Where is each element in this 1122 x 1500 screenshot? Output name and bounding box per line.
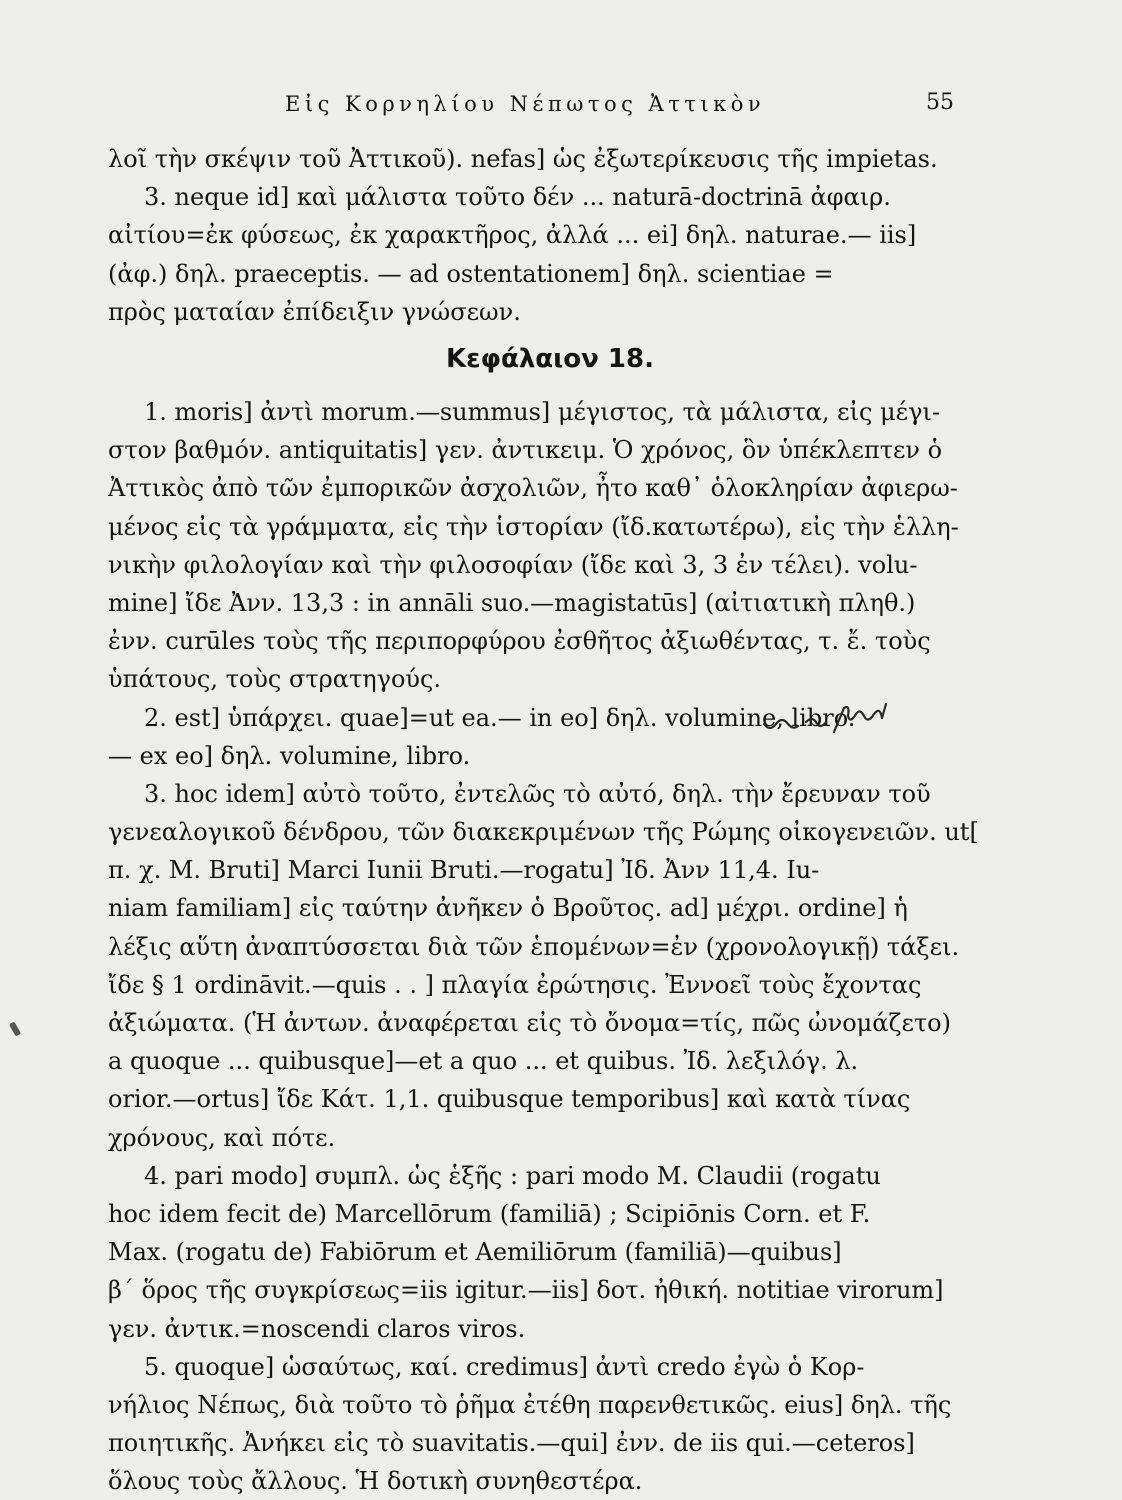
text-line: νήλιος Νέπως, διὰ τοῦτο τὸ ῥῆμα ἐτέθη παρενθετικῶς. eius] δηλ. τῆς <box>108 1390 952 1419</box>
text-line: ἐνν. curūles τοὺς τῆς περιπορφύρου ἐσθῆτος ἀξιωθέντας, τ. ἔ. τοὺς <box>108 627 931 656</box>
text-line: ὑπάτους, τοὺς στρατηγούς. <box>108 665 442 694</box>
text-line: ἴδε § 1 ordināvit.—quis . . ] πλαγία ἐρώτησις. Ἐννοεῖ τοὺς ἔχοντας <box>108 970 922 999</box>
margin-mark <box>9 1021 21 1036</box>
text-line: μένος εἰς τὰ γράμματα, εἰς τὴν ἱστορίαν (ἴδ.κατωτέρω), εἰς τὴν ἑλλη- <box>108 512 959 541</box>
text-line: 4. pari modo] συμπλ. ὡς ἑξῆς : pari modo M. Claudii (rogatu <box>144 1161 881 1190</box>
text-line: νικὴν φιλολογίαν καὶ τὴν φιλοσοφίαν (ἴδε καὶ 3, 3 ἐν τέλει). volu- <box>108 550 918 579</box>
text-line: χρόνους, καὶ πότε. <box>108 1123 336 1152</box>
page-number: 55 <box>926 90 954 115</box>
commentary-chapter-18 <box>108 393 992 1500</box>
text-line: 1. moris] ἀντὶ morum.—summus] μέγιστος, τὰ μάλιστα, εἰς μέγι- <box>144 398 940 426</box>
commentary-top <box>108 140 992 387</box>
text-line: mine] ἴδε Ἀνν. 13,3 : in annāli suo.—magistatūs] (αἰτιατικὴ πληθ.) <box>108 588 916 617</box>
handwritten-annotation <box>762 702 942 742</box>
text-line: ὅλους τοὺς ἄλλους. Ἡ δοτικὴ συνηθεστέρα. <box>108 1467 643 1496</box>
text-line: στον βαθμόν. antiquitatis] γεν. ἀντικειμ. Ὁ χρόνος, ὃν ὑπέκλεπτεν ὁ <box>108 436 943 465</box>
text-line: λοῖ τὴν σκέψιν τοῦ Ἀττικοῦ). nefas] ὡς ἐξωτερίκευσις τῆς impietas. <box>108 145 938 173</box>
text-line: Max. (rogatu de) Fabiōrum et Aemiliōrum (familiā)—quibus] <box>108 1238 842 1267</box>
text-line: 5. quoque] ὡσαύτως, καί. credimus] ἀντὶ credo ἐγὼ ὁ Κορ- <box>144 1352 865 1381</box>
text-line: 2. est] ὑπάρχει. quae]=ut ea.— in eo] δηλ. volumine, libro. <box>144 703 856 732</box>
text-line: a quoque ... quibusque]—et a quo ... et quibus. Ἰδ. λεξιλόγ. λ. <box>108 1047 859 1076</box>
text-line: (ἀφ.) δηλ. praeceptis. — ad ostentationem] δηλ. scientiae = <box>108 259 834 288</box>
chapter-heading: Κεφάλαιον 18. <box>446 343 654 374</box>
text-line: π. χ. M. Bruti] Marci Iunii Bruti.—rogatu] Ἰδ. Ἀνν 11,4. Iu- <box>108 856 820 885</box>
text-line: Ἀττικὸς ἀπὸ τῶν ἐμπορικῶν ἀσχολιῶν, ἦτο καθ᾽ ὁλοκληρίαν ἀφιερω- <box>108 474 958 503</box>
text-line: γενεαλογικοῦ δένδρου, τῶν διακεκριμένων τῆς Ρώμης οἰκογενειῶν. ut[ <box>108 818 979 847</box>
text-line: πρὸς ματαίαν ἐπίδειξιν γνώσεων. <box>108 297 521 326</box>
text-line: αἰτίου=ἐκ φύσεως, ἐκ χαρακτῆρος, ἀλλά ... ei] δηλ. naturae.— iis] <box>108 221 917 250</box>
text-line: niam familiam] εἰς ταύτην ἀνῆκεν ὁ Βροῦτος. ad] μέχρι. ordine] ἡ <box>108 894 908 923</box>
text-line: hoc idem fecit de) Marcellōrum (familiā) ; Scipiōnis Corn. et F. <box>108 1199 871 1228</box>
text-line: γεν. ἀντικ.=noscendi claros viros. <box>108 1314 526 1343</box>
text-line: 3. neque id] καὶ μάλιστα τοῦτο δέν ... naturā-doctrinā ἀφαιρ. <box>144 183 891 212</box>
text-line: 3. hoc idem] αὐτὸ τοῦτο, ἐντελῶς τὸ αὐτό, δηλ. τὴν ἔρευναν τοῦ <box>144 779 931 808</box>
text-line: ποιητικῆς. Ἀνήκει εἰς τὸ suavitatis.—qui] ἐνν. de iis qui.—ceteros] <box>108 1429 915 1458</box>
running-head: Εἰς Κορνηλίου Νέπωτος Ἀττικὸν <box>285 92 766 116</box>
text-line: — ex eo] δηλ. volumine, libro. <box>108 741 471 770</box>
text-line: ἀξιώματα. (Ἡ ἀντων. ἀναφέρεται εἰς τὸ ὄνομα=τίς, πῶς ὠνομάζετο) <box>108 1009 951 1037</box>
text-line: β΄ ὅρος τῆς συγκρίσεως=iis igitur.—iis] δοτ. ἠθική. notitiae virorum] <box>108 1276 944 1305</box>
text-line: orior.—ortus] ἴδε Κάτ. 1,1. quibusque temporibus] καὶ κατὰ τίνας <box>108 1085 911 1114</box>
text-line: λέξις αὕτη ἀναπτύσσεται διὰ τῶν ἑπομένων=ἐν (χρονολογικῇ) τάξει. <box>108 932 960 961</box>
